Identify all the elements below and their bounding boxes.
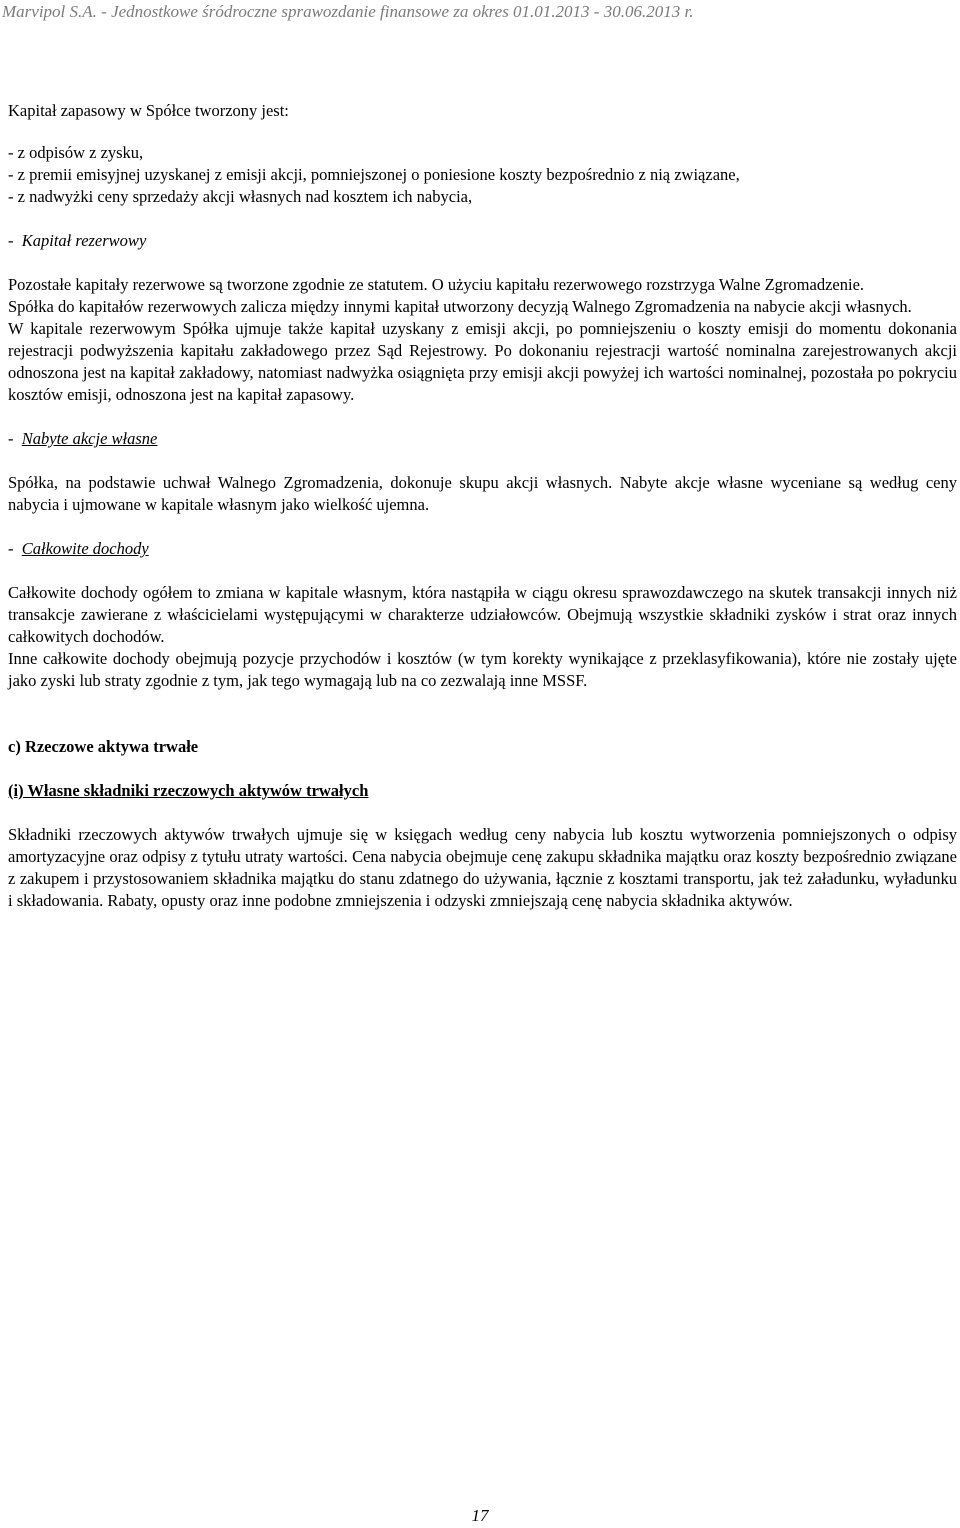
section-title-text: Kapitał rezerwowy [21, 231, 147, 250]
paragraph: W kapitale rezerwowym Spółka ujmuje także kapitał uzyskany z emisji akcji, po pomniejszeniu o koszty emisji do momentu dokonania rejestracji podwyższenia kapitału zakładowego przez Sąd Rejestrowy. Po dokonaniu rejestracji wartość nominalna zarejestrowanych akcji odnoszona jest na kapitał zakładowy, natomiast nadwyżka osiągnięta przy emisji akcji powyżej ich wartości nominalnej, pozostała po pokryciu kosztów emisji, odnoszona jest na kapitał zapasowy. [8, 319, 957, 404]
document-header: Marvipol S.A. - Jednostkowe śródroczne sprawozdanie finansowe za okres 01.01.2013 - 30.06.2013 r. [2, 2, 694, 21]
paragraph: Składniki rzeczowych aktywów trwałych ujmuje się w księgach według ceny nabycia lub kosztu wytworzenia pomniejszonych o odpisy amortyzacyjne oraz odpisy z tytułu utraty wartości. Cena nabycia obejmuje cenę zakupu składnika majątku oraz koszty bezpośrednio związane z zakupem i przystosowaniem składnika majątku do stanu zdatnego do używania, łącznie z kosztami transportu, jak też załadunku, wyładunku i składowania. Rabaty, opusty oraz inne podobne zmniejszenia i odzyski zmniejszają cenę nabycia składnika aktywów. [8, 825, 957, 910]
list-item: - z premii emisyjnej uzyskanej z emisji akcji, pomniejszonej o poniesione koszty bezpośrednio z nią związane, [8, 165, 740, 184]
dash: - [8, 539, 14, 558]
section-title-reserve [8, 230, 957, 252]
dash: - [8, 429, 14, 448]
paragraph: Całkowite dochody ogółem to zmiana w kapitale własnym, która nastąpiła w ciągu okresu sprawozdawczego na skutek transakcji innych niż transakcje zawierane z właścicielami występującymi w charakterze udziałowców. Obejmują wszystkie składniki zysków i strat oraz innych całkowitych dochodów. [8, 583, 957, 646]
document-body [8, 100, 957, 912]
list-item: - z odpisów z zysku, [8, 143, 144, 162]
section-title-income [8, 538, 957, 560]
section-title-text: Nabyte akcje własne [21, 429, 158, 448]
section-title-text: Całkowite dochody [21, 539, 149, 558]
section-title-treasury [8, 428, 957, 450]
capital-sources-list [8, 142, 957, 208]
paragraph: Pozostałe kapitały rezerwowe są tworzone zgodnie ze statutem. O użyciu kapitału rezerwowego rozstrzyga Walne Zgromadzenie. [8, 275, 865, 294]
dash: - [8, 231, 14, 250]
section-heading: c) Rzeczowe aktywa trwałe [8, 737, 199, 756]
subsection-heading: (i) Własne składniki rzeczowych aktywów trwałych [8, 781, 369, 800]
paragraph: Inne całkowite dochody obejmują pozycje przychodów i kosztów (w tym korekty wynikające z przeklasyfikowania), które nie zostały ujęte jako zyski lub straty zgodnie z tym, jak tego wymagają lub na co zezwalają inne MSSF. [8, 649, 957, 690]
paragraph: Spółka, na podstawie uchwał Walnego Zgromadzenia, dokonuje skupu akcji własnych. Nabyte akcje własne wyceniane są według ceny nabycia i ujmowane w kapitale własnym jako wielkość ujemna. [8, 473, 957, 514]
paragraph: Spółka do kapitałów rezerwowych zalicza między innymi kapitał utworzony decyzją Walnego Zgromadzenia na nabycie akcji własnych. [8, 297, 912, 316]
list-item: - z nadwyżki ceny sprzedaży akcji własnych nad kosztem ich nabycia, [8, 187, 473, 206]
capital-reserve-intro: Kapitał zapasowy w Spółce tworzony jest: [8, 101, 289, 120]
page-number: 17 [471, 1506, 489, 1525]
